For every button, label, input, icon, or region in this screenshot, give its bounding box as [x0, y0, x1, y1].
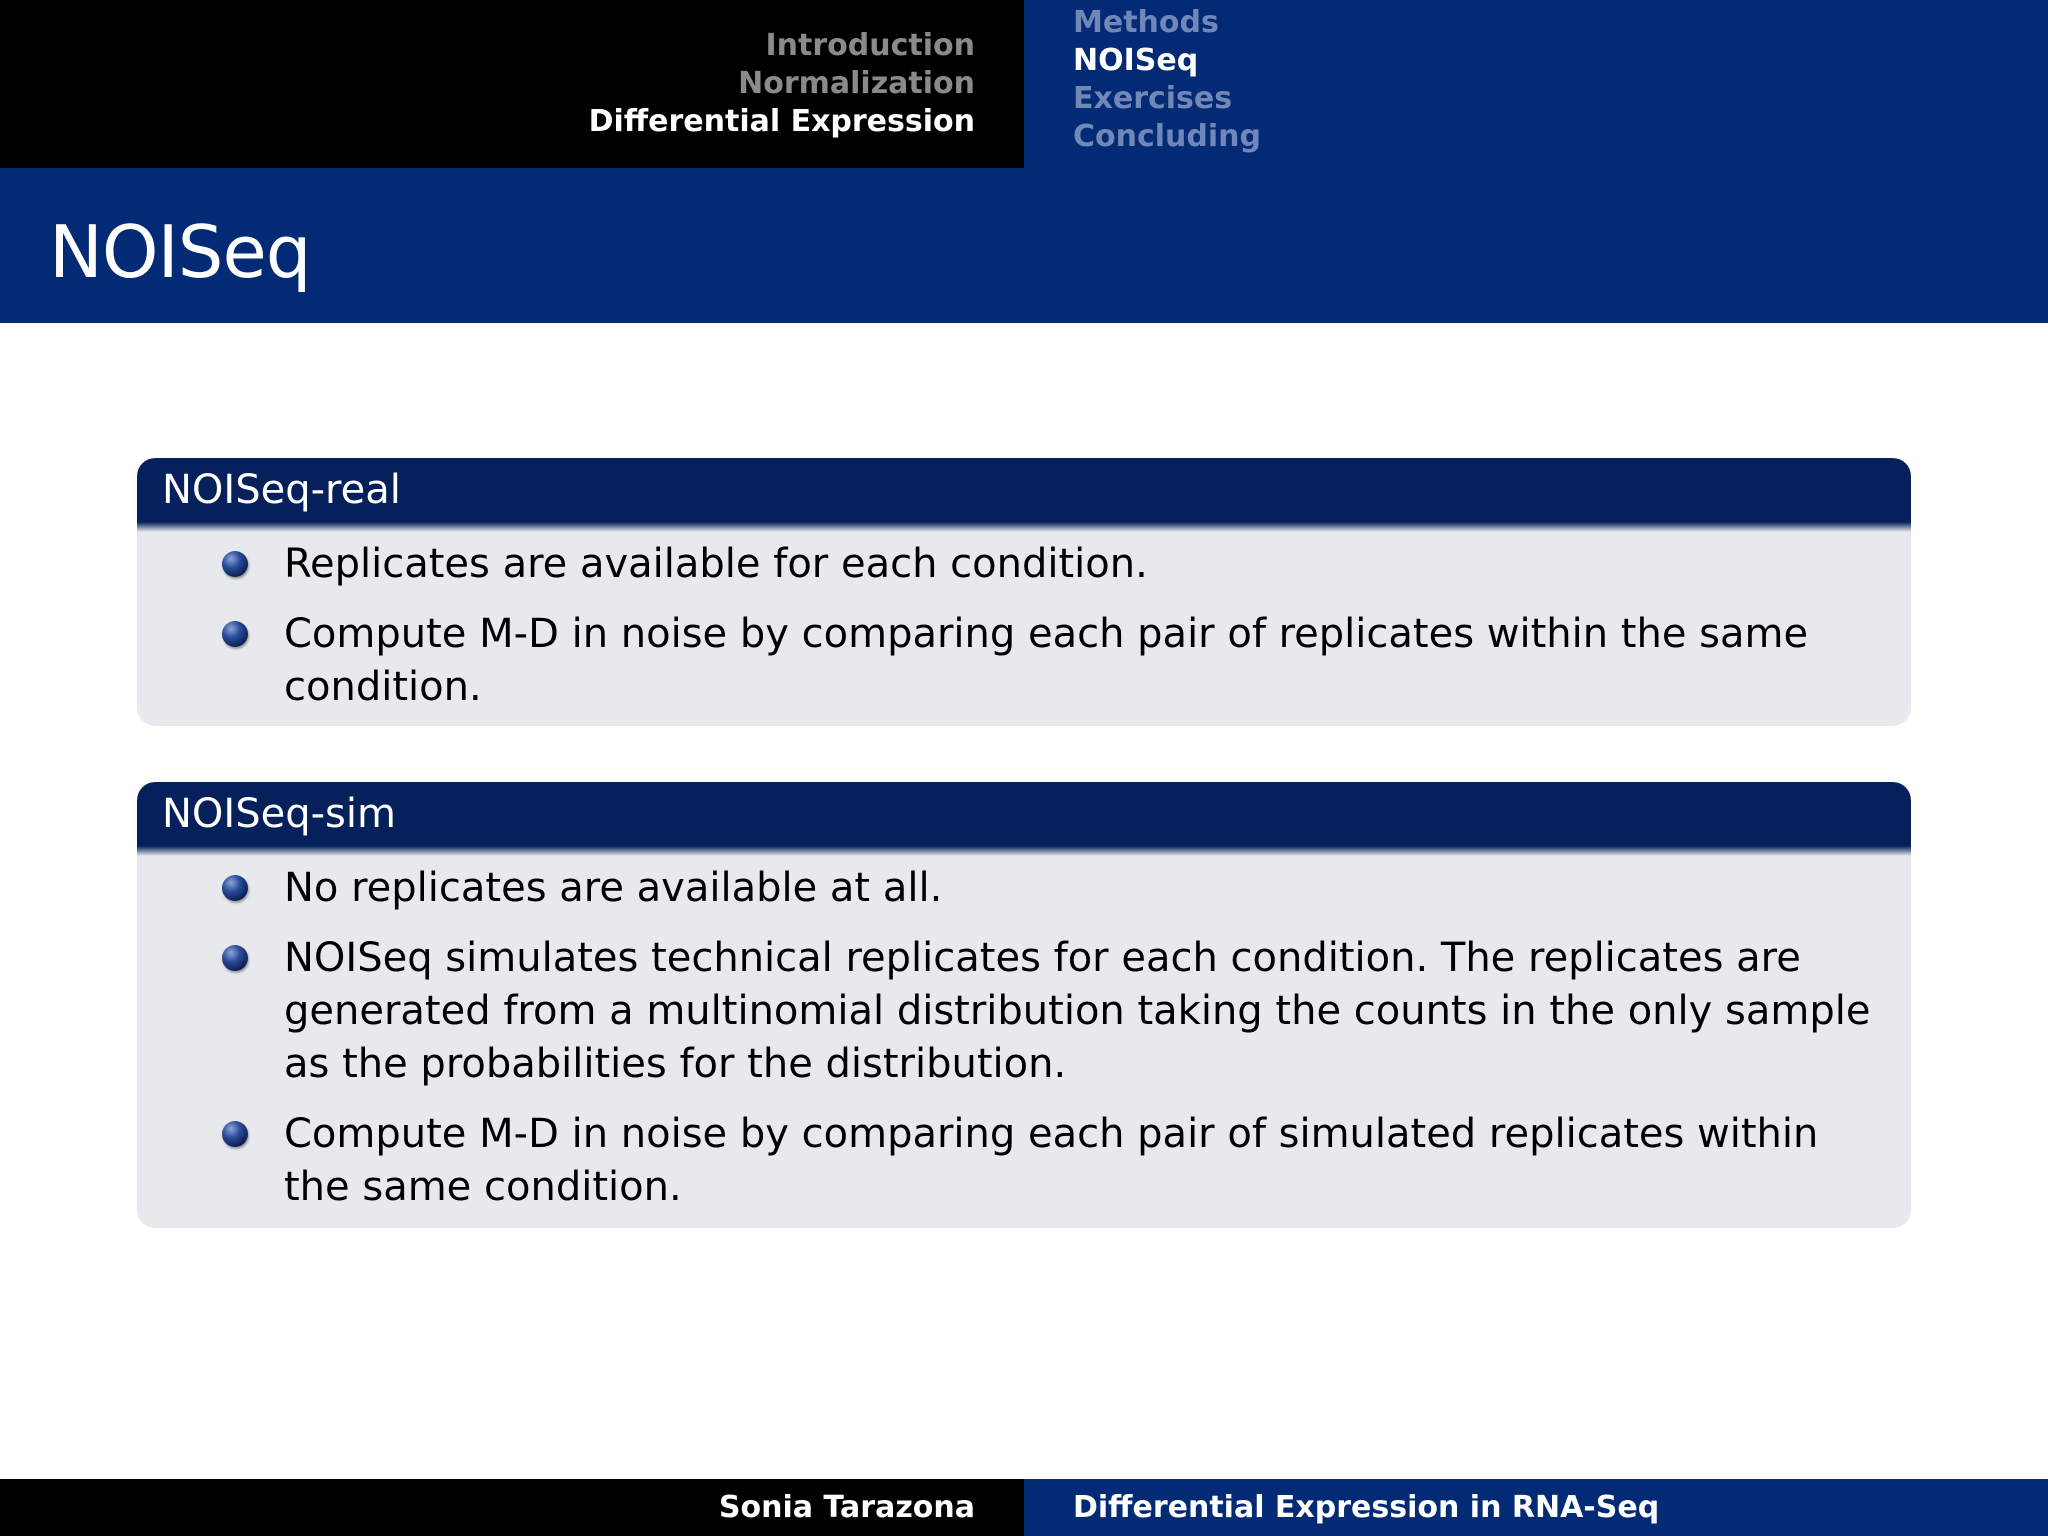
block-title: NOISeq-sim [137, 782, 1911, 846]
bullet-list [137, 538, 1886, 714]
block-title: NOISeq-real [137, 458, 1911, 522]
list-item-text: NOISeq simulates technical replicates for each condition. The replicates are generated from a multinomial distribution taking the counts in the only sample as the probabilities for the distribution. [284, 935, 1871, 1087]
nav-subsection-noiseq[interactable]: NOISeq [1073, 43, 1199, 78]
bullet-ball-icon [222, 875, 248, 901]
list-item-text: Compute M-D in noise by comparing each pair of replicates within the same condition. [284, 611, 1809, 710]
nav-section-normalization[interactable]: Normalization [738, 66, 975, 101]
nav-subsection-concluding[interactable]: Concluding [1073, 119, 1261, 154]
list-item-text: Compute M-D in noise by comparing each pair of simulated replicates within the same condition. [284, 1111, 1819, 1210]
footer-author: Sonia Tarazona [718, 1490, 975, 1525]
list-item-text: Replicates are available for each condition. [284, 541, 1148, 587]
footer-title-box [1024, 1479, 2048, 1536]
subsection-nav [1024, 0, 2048, 168]
block-noiseq-sim [137, 782, 1911, 1228]
slide-title: NOISeq [49, 210, 311, 294]
section-nav [0, 0, 1024, 168]
footer-author-box [0, 1479, 1024, 1536]
list-item [137, 862, 1886, 915]
title-bar [0, 168, 2048, 323]
nav-section-introduction[interactable]: Introduction [765, 28, 975, 63]
nav-subsection-methods[interactable]: Methods [1073, 5, 1219, 40]
nav-section-differential-expression[interactable]: Differential Expression [588, 104, 975, 139]
footer [0, 1479, 2048, 1536]
nav-subsection-exercises[interactable]: Exercises [1073, 81, 1233, 116]
list-item [137, 932, 1886, 1091]
bullet-ball-icon [222, 945, 248, 971]
bullet-list [137, 862, 1886, 1214]
block-noiseq-real [137, 458, 1911, 726]
list-item [137, 538, 1886, 591]
header-nav [0, 0, 2048, 168]
list-item [137, 1108, 1886, 1214]
list-item-text: No replicates are available at all. [284, 865, 943, 911]
bullet-ball-icon [222, 1121, 248, 1147]
block-body [137, 846, 1911, 1228]
block-body [137, 522, 1911, 726]
footer-presentation-title: Differential Expression in RNA-Seq [1073, 1490, 1660, 1525]
bullet-ball-icon [222, 551, 248, 577]
bullet-ball-icon [222, 621, 248, 647]
list-item [137, 608, 1886, 714]
